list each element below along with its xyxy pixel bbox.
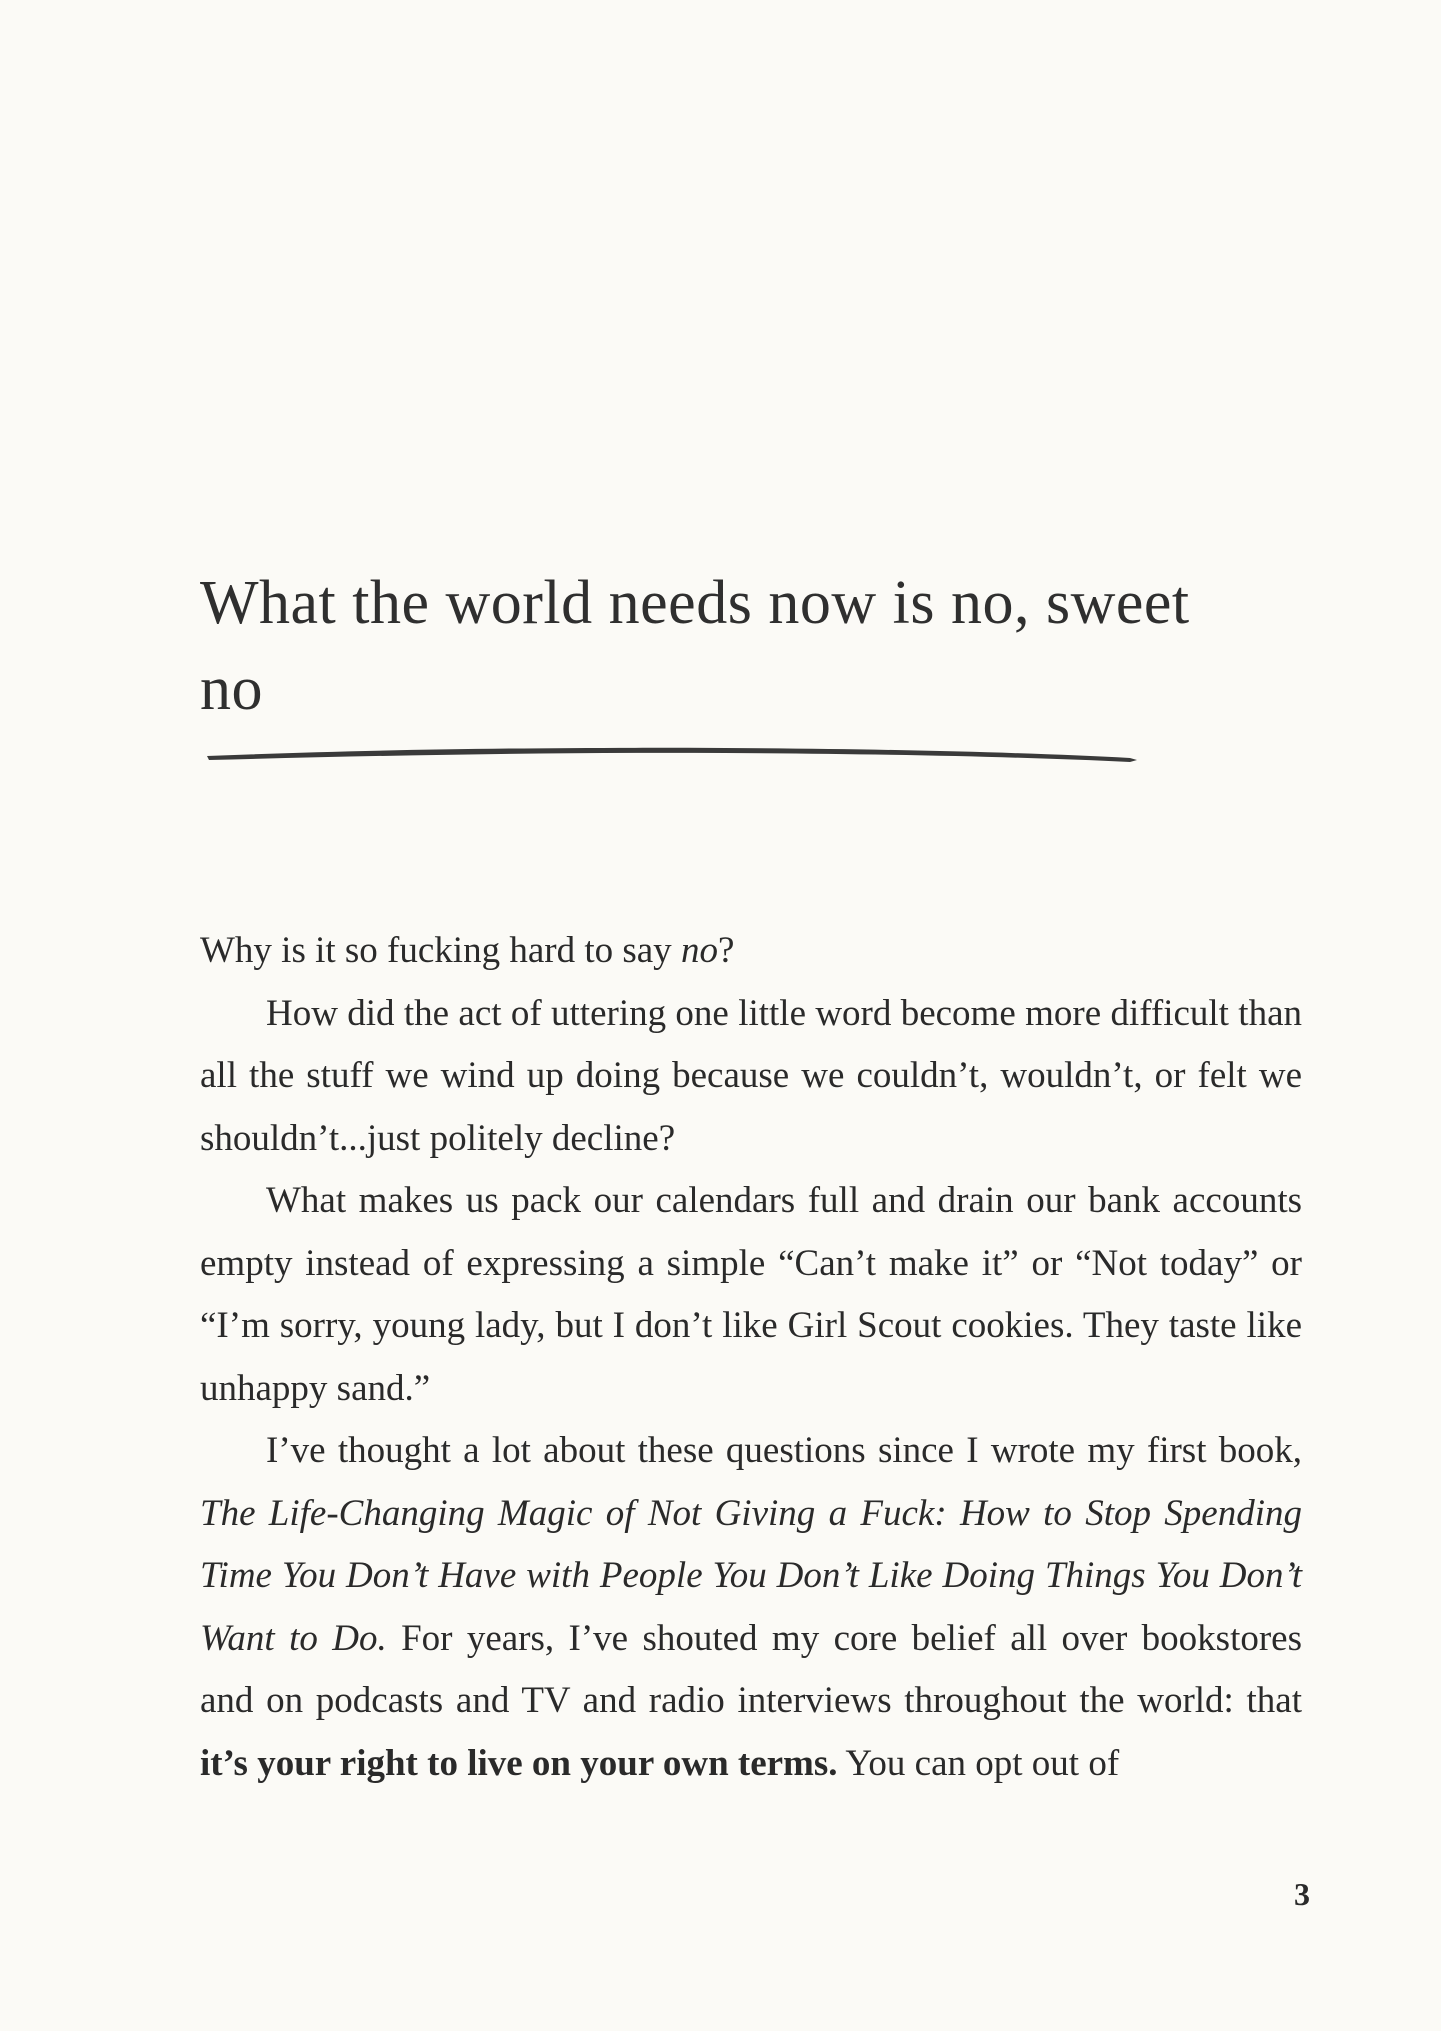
- paragraph-3: What makes us pack our calendars full and drain our bank accounts empty instead of expressing a simple “Can’t make it” or “Not today” or “I’m sorry, young lady, but I don’t like Girl Scout cookies. They taste like unhappy sand.”: [200, 1180, 1302, 1409]
- book-title: The Life-Changing Magic of Not Giving a Fuck: How to Stop Spending Time You Don’t Have with People You Don’t Like Doing Things You Don’t Want to Do.: [200, 1492, 1302, 1659]
- paragraph-4-text-c: You can opt out of: [837, 1742, 1120, 1784]
- body-text: [200, 920, 1302, 1795]
- paragraph-4-text-b: For years, I’ve shouted my core belief all over bookstores and on podcasts and TV and radio interviews throughout the world: that: [200, 1617, 1302, 1721]
- key-statement: it’s your right to live on your own terms.: [200, 1742, 838, 1784]
- page-number: 3: [1294, 1876, 1310, 1912]
- paragraph-2: How did the act of uttering one little word become more difficult than all the stuff we wind up doing because we couldn’t, wouldn’t, or felt we shouldn’t...just politely decline?: [200, 992, 1302, 1159]
- paragraph-4-text-a: I’ve thought a lot about these questions since I wrote my first book,: [266, 1430, 1302, 1471]
- paragraph-1-end: ?: [717, 930, 735, 971]
- paragraph-1-emphasis: no: [680, 930, 718, 971]
- paragraph-4: [200, 1420, 1302, 1795]
- title-underline: [205, 742, 1140, 772]
- paragraph-1: [200, 920, 1302, 983]
- paragraph-1-text: Why is it so fucking hard to say: [200, 930, 681, 971]
- chapter-title: What the world needs now is no, sweet no: [200, 569, 1190, 723]
